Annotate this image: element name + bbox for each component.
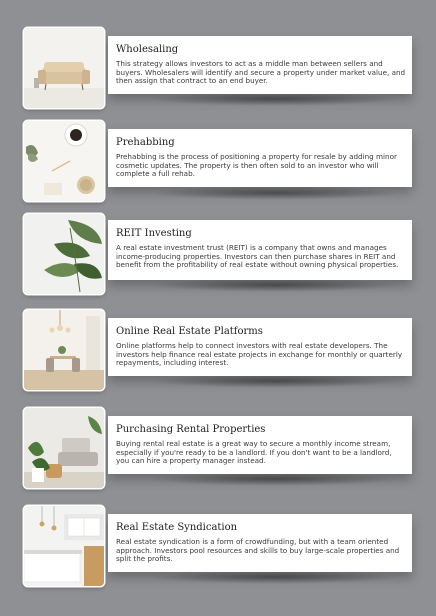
- card-body: Online platforms help to connect investors with real estate developers. The investors help finance real estate projects in exchange for monthly or quarterly repayments, including interest.: [116, 341, 403, 368]
- card: [108, 318, 412, 376]
- card-title: Purchasing Rental Properties: [116, 424, 266, 435]
- card-shadow: [150, 186, 400, 200]
- card-title: Online Real Estate Platforms: [116, 326, 263, 337]
- card-title: Real Estate Syndication: [116, 522, 238, 533]
- card-body: A real estate investment trust (REIT) is a company that owns and manages income-producing properties. Investors can then purchase shares in REIT and benefit from the profitability of real estate without owning physical properties.: [116, 243, 399, 270]
- card-title: REIT Investing: [116, 228, 192, 239]
- card-body: This strategy allows investors to act as a middle man between sellers and buyers. Wholesalers will identify and secure a property under market value, and then assign that contract to an end buyer.: [116, 59, 406, 86]
- card: [108, 416, 412, 474]
- plant-leaves-image: [24, 214, 104, 294]
- dining-room-image: [24, 310, 104, 390]
- card: [108, 514, 412, 572]
- card: [108, 36, 412, 94]
- card-title: Wholesaling: [116, 44, 179, 55]
- card-shadow: [150, 278, 400, 292]
- card-shadow: [150, 570, 400, 584]
- card: [108, 129, 412, 187]
- card-title: Prehabbing: [116, 137, 175, 148]
- card-body: Buying rental real estate is a great way to secure a monthly income stream, especially if you're ready to be a landlord. If you don't want to be a landlord, you can hire a property manager instead.: [116, 439, 392, 466]
- card: [108, 220, 412, 280]
- card-body: Prehabbing is the process of positioning a property for resale by adding minor cosmetic updates. The property is then often sold to an investor who will complete a full rehab.: [116, 152, 397, 179]
- card-shadow: [150, 374, 400, 388]
- desk-coffee-image: [24, 121, 104, 201]
- card-shadow: [150, 92, 400, 106]
- card-body: Real estate syndication is a form of crowdfunding, but with a team oriented approach. Investors pool resources and skills to buy large-scale properties and split the profits.: [116, 537, 400, 564]
- living-room-plants-image: [24, 408, 104, 488]
- card-shadow: [150, 472, 400, 486]
- sofa-living-room-image: [24, 28, 104, 108]
- white-kitchen-image: [24, 506, 104, 586]
